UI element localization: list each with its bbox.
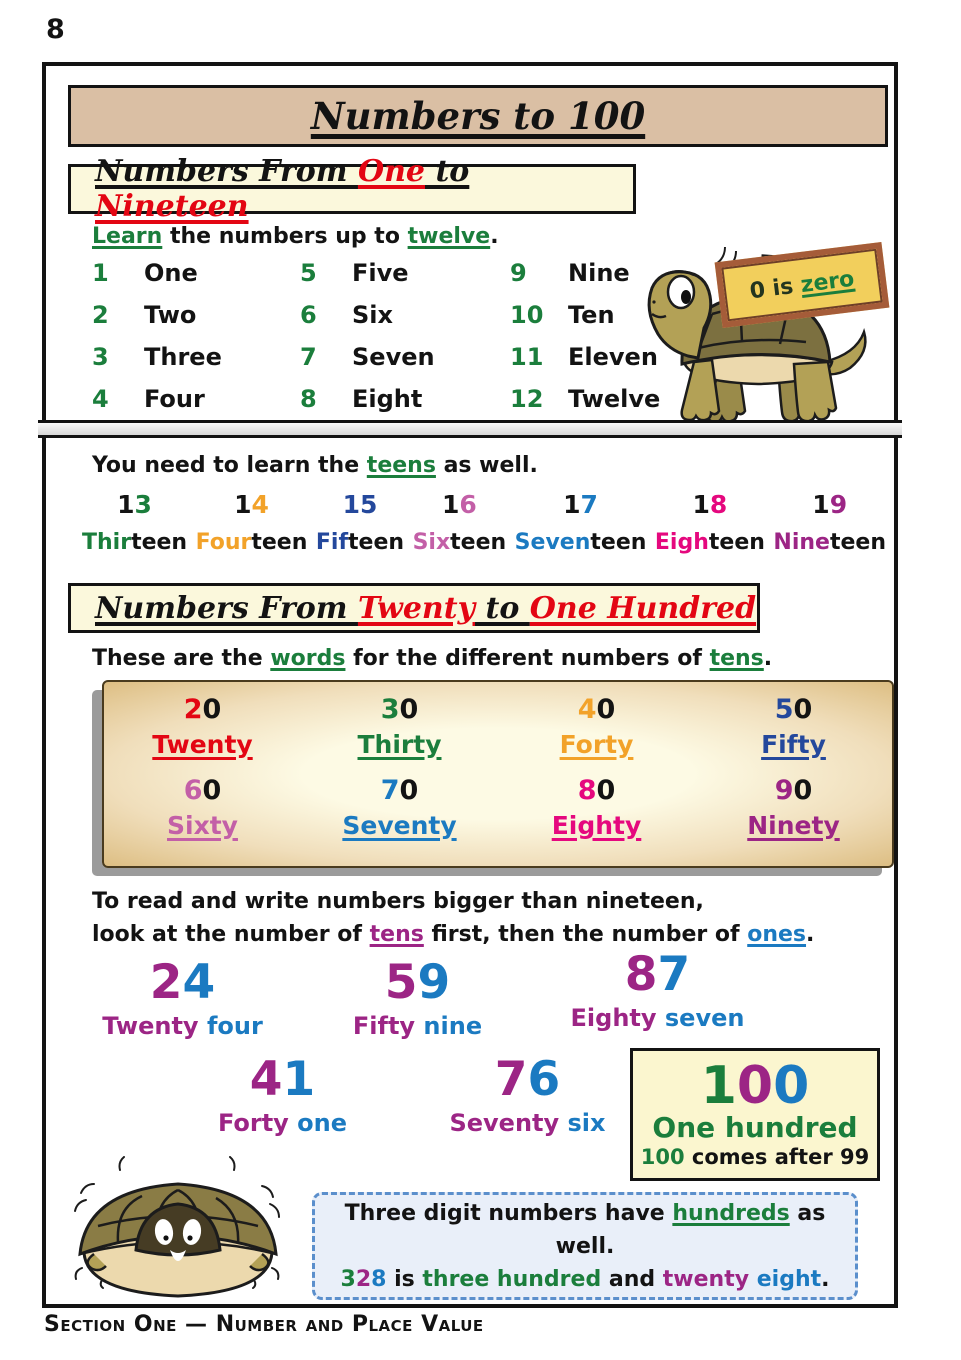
page-title: Numbers to 100	[310, 94, 646, 138]
footer-section-label: Section One — Number and Place Value	[44, 1312, 484, 1337]
example-word: Eighty seven	[570, 1004, 745, 1032]
ten-word: Forty	[559, 730, 634, 759]
number-word: Six	[352, 301, 393, 329]
example-number: 41	[249, 1052, 316, 1107]
teen-number: 19	[812, 490, 848, 519]
teens-list	[82, 490, 886, 555]
zero-sign-text: 0 is zero	[748, 266, 856, 304]
teen-word: Fourteen	[195, 530, 308, 555]
teen-item	[413, 490, 507, 555]
teen-number: 16	[441, 490, 477, 519]
example-word: Twenty four	[102, 1012, 263, 1040]
ten-word: Eighty	[551, 811, 642, 840]
ten-item	[301, 694, 498, 759]
teens-intro-line: You need to learn the teens as well.	[92, 453, 538, 478]
ten-item	[498, 694, 695, 759]
ten-number: 90	[774, 775, 813, 806]
section2-heading: Numbers From Twenty to One Hundred	[95, 590, 757, 626]
tens-scroll-banner	[102, 680, 894, 868]
teen-word: Fifteen	[315, 530, 405, 555]
number-word: Five	[352, 259, 409, 287]
ten-word: Seventy	[342, 811, 457, 840]
hundred-number: 100	[700, 1055, 810, 1116]
teen-number: 14	[234, 490, 269, 519]
teen-item	[82, 490, 187, 555]
ten-number: 60	[183, 775, 222, 806]
ten-number: 20	[183, 694, 222, 725]
note-line-1: Three digit numbers have hundreds as well.	[344, 1200, 826, 1259]
teen-word: Eighteen	[654, 530, 765, 555]
teen-item	[196, 490, 308, 555]
ten-number: 40	[577, 694, 616, 725]
teen-item	[316, 490, 404, 555]
example-number: 59	[384, 955, 451, 1010]
ten-word: Thirty	[357, 730, 442, 759]
number-value: 2	[92, 301, 109, 329]
ten-word: Sixty	[167, 811, 238, 840]
note-line-2: 328 is three hundred and twenty eight.	[340, 1266, 830, 1292]
ten-item	[695, 694, 892, 759]
example-number: 24	[149, 955, 216, 1010]
section2-heading-box	[68, 583, 760, 633]
tens-list	[104, 694, 892, 840]
example-word: Forty one	[217, 1109, 348, 1137]
read-write-line-1: To read and write numbers bigger than nineteen,	[92, 889, 704, 914]
teen-word: Sixteen	[412, 530, 507, 555]
hundreds-note-box	[312, 1192, 858, 1300]
teen-word: Nineteen	[773, 530, 886, 555]
example-item	[95, 955, 270, 1040]
page-number: 8	[46, 14, 65, 45]
ten-item	[104, 775, 301, 840]
section-divider	[38, 420, 902, 438]
number-word: Three	[144, 343, 222, 371]
ten-item	[301, 775, 498, 840]
number-word: Twelve	[568, 385, 661, 413]
section1-heading-box	[68, 154, 636, 224]
number-word: Nine	[568, 259, 630, 287]
number-word: Eleven	[568, 343, 658, 371]
teen-item	[655, 490, 765, 555]
section1-intro-line: Learn the numbers up to twelve.	[92, 224, 499, 249]
number-word: Eight	[352, 385, 423, 413]
ten-number: 30	[380, 694, 419, 725]
ten-word: Fifty	[761, 730, 826, 759]
ten-word: Twenty	[152, 730, 253, 759]
example-item	[330, 955, 505, 1040]
ten-item	[498, 775, 695, 840]
teen-word: Seventeen	[514, 530, 647, 555]
number-value: 3	[92, 343, 109, 371]
number-word: Two	[144, 301, 197, 329]
tens-intro-line: These are the words for the different numbers of tens.	[92, 646, 773, 671]
hundred-note: 100 comes after 99	[640, 1144, 870, 1169]
teen-number: 13	[117, 490, 152, 519]
title-banner	[68, 85, 888, 147]
number-word: Four	[144, 385, 205, 413]
teen-item	[773, 490, 886, 555]
example-item	[195, 1052, 370, 1137]
number-value: 11	[510, 343, 544, 371]
number-value: 1	[92, 259, 109, 287]
read-write-line-2: look at the number of tens first, then the number of ones.	[92, 922, 815, 947]
example-item	[560, 947, 755, 1032]
teen-number: 18	[692, 490, 728, 519]
number-value: 6	[300, 301, 317, 329]
teen-item	[515, 490, 647, 555]
number-value: 4	[92, 385, 109, 413]
number-value: 12	[510, 385, 544, 413]
section1-heading: Numbers From One to Nineteen	[95, 154, 470, 224]
number-word: Ten	[568, 301, 615, 329]
ten-number: 50	[774, 694, 813, 725]
example-item	[440, 1052, 615, 1137]
teen-word: Thirteen	[82, 530, 188, 555]
example-word: Seventy six	[449, 1109, 606, 1137]
turtle-eye	[668, 276, 694, 308]
ten-item	[104, 694, 301, 759]
number-value: 10	[510, 301, 544, 329]
ten-word: Ninety	[747, 811, 840, 840]
teen-number: 15	[342, 490, 378, 519]
example-number: 76	[494, 1052, 561, 1107]
number-value: 5	[300, 259, 317, 287]
number-value: 7	[300, 343, 317, 371]
example-word: Fifty nine	[352, 1012, 483, 1040]
example-number: 87	[624, 947, 691, 1002]
ten-number: 70	[380, 775, 419, 806]
ten-number: 80	[577, 775, 616, 806]
hiding-turtle-illustration	[56, 1156, 300, 1308]
number-value: 9	[510, 259, 527, 287]
number-word: Seven	[352, 343, 435, 371]
number-value: 8	[300, 385, 317, 413]
teen-number: 17	[563, 490, 598, 519]
hundred-word: One hundred	[652, 1110, 858, 1144]
ten-item	[695, 775, 892, 840]
number-word: One	[144, 259, 198, 287]
one-hundred-box	[630, 1048, 880, 1181]
